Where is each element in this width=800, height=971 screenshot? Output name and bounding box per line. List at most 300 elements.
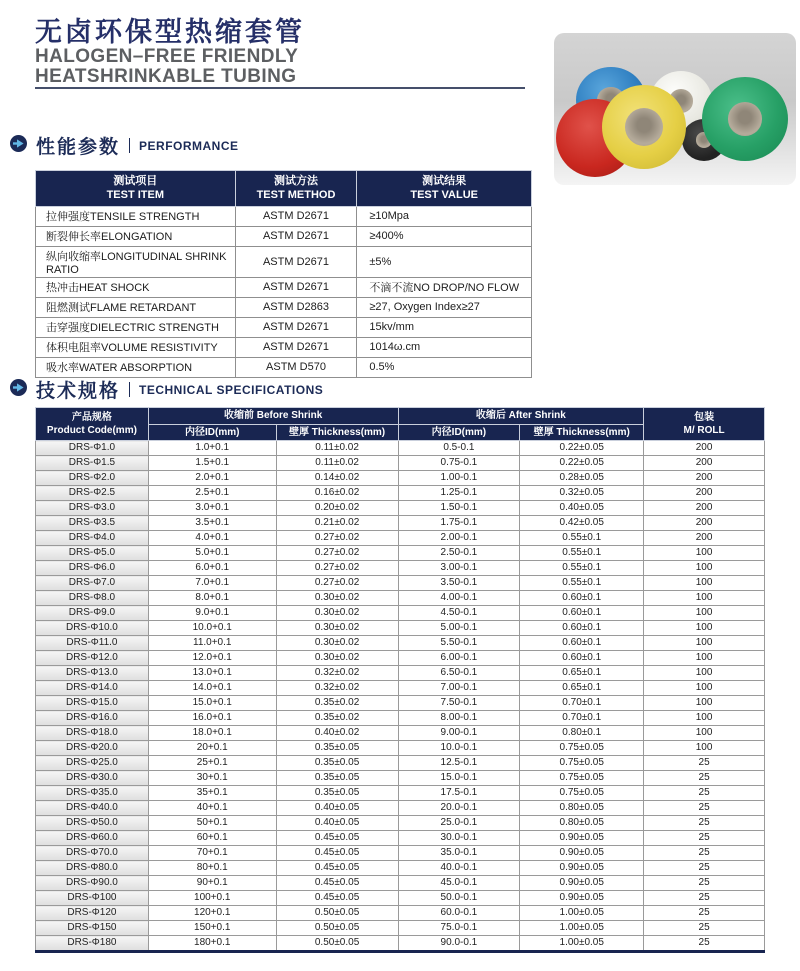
spec-product-code: DRS-Φ50.0 (36, 816, 149, 831)
spec-after-thickness: 0.60±0.1 (520, 606, 644, 621)
tubing-roll-green (702, 77, 788, 161)
spec-product-code: DRS-Φ150 (36, 921, 149, 936)
spec-before-id: 12.0+0.1 (148, 651, 276, 666)
spec-m-roll: 200 (644, 531, 765, 546)
spec-after-thickness: 0.60±0.1 (520, 621, 644, 636)
spec-table-row (36, 681, 765, 696)
spec-table-row (36, 621, 765, 636)
perf-table-row (36, 277, 532, 297)
spec-m-roll: 100 (644, 726, 765, 741)
spec-product-code: DRS-Φ90.0 (36, 876, 149, 891)
page-subtitle-line2: HEATSHRINKABLE TUBING (35, 66, 297, 87)
spec-product-code: DRS-Φ12.0 (36, 651, 149, 666)
spec-before-thickness: 0.27±0.02 (276, 561, 398, 576)
spec-before-thickness: 0.32±0.02 (276, 666, 398, 681)
spec-product-code: DRS-Φ7.0 (36, 576, 149, 591)
spec-before-id: 7.0+0.1 (148, 576, 276, 591)
spec-after-id: 1.00-0.1 (398, 471, 520, 486)
spec-table-row (36, 861, 765, 876)
spec-before-thickness: 0.40±0.05 (276, 801, 398, 816)
spec-after-thickness: 0.60±0.1 (520, 651, 644, 666)
spec-before-id: 6.0+0.1 (148, 561, 276, 576)
heading-separator (129, 382, 130, 397)
spec-m-roll: 100 (644, 621, 765, 636)
spec-after-id: 5.50-0.1 (398, 636, 520, 651)
spec-before-id: 50+0.1 (148, 816, 276, 831)
spec-table-row (36, 891, 765, 906)
spec-table-row (36, 666, 765, 681)
spec-product-code: DRS-Φ40.0 (36, 801, 149, 816)
perf-test-item: 阻燃测试FLAME RETARDANT (36, 297, 236, 317)
spec-before-thickness: 0.11±0.02 (276, 456, 398, 471)
spec-after-thickness: 0.55±0.1 (520, 531, 644, 546)
spec-before-thickness: 0.27±0.02 (276, 576, 398, 591)
spec-m-roll: 25 (644, 891, 765, 906)
spec-m-roll: 25 (644, 861, 765, 876)
spec-m-roll: 100 (644, 711, 765, 726)
spec-m-roll: 100 (644, 546, 765, 561)
spec-m-roll: 25 (644, 831, 765, 846)
spec-before-id: 90+0.1 (148, 876, 276, 891)
spec-after-thickness: 1.00±0.05 (520, 936, 644, 952)
spec-after-thickness: 0.80±0.05 (520, 816, 644, 831)
spec-after-id: 20.0-0.1 (398, 801, 520, 816)
spec-after-thickness: 0.90±0.05 (520, 846, 644, 861)
spec-product-code: DRS-Φ3.5 (36, 516, 149, 531)
spec-product-code: DRS-Φ15.0 (36, 696, 149, 711)
spec-product-code: DRS-Φ100 (36, 891, 149, 906)
spec-before-thickness: 0.40±0.05 (276, 816, 398, 831)
spec-before-id: 35+0.1 (148, 786, 276, 801)
spec-before-thickness: 0.35±0.02 (276, 711, 398, 726)
spec-after-id: 15.0-0.1 (398, 771, 520, 786)
tubing-roll-yellow (602, 85, 686, 169)
perf-test-value: ≥10Mpa (357, 206, 532, 226)
specifications-heading-cn: 技术规格 (36, 381, 121, 402)
spec-after-thickness: 0.60±0.1 (520, 591, 644, 606)
spec-table-row (36, 486, 765, 501)
spec-after-id: 1.25-0.1 (398, 486, 520, 501)
spec-header-after-shrink: 收缩后 After Shrink (398, 408, 644, 425)
spec-table-row (36, 441, 765, 456)
spec-subcolumn-header: 内径ID(mm) (398, 424, 520, 441)
spec-m-roll: 25 (644, 801, 765, 816)
spec-before-id: 14.0+0.1 (148, 681, 276, 696)
spec-before-id: 8.0+0.1 (148, 591, 276, 606)
perf-test-item: 热冲击HEAT SHOCK (36, 277, 236, 297)
spec-before-id: 40+0.1 (148, 801, 276, 816)
perf-test-value: ≥400% (357, 226, 532, 246)
spec-m-roll: 100 (644, 576, 765, 591)
spec-product-code: DRS-Φ25.0 (36, 756, 149, 771)
spec-before-thickness: 0.35±0.05 (276, 771, 398, 786)
spec-table-row (36, 711, 765, 726)
spec-before-id: 180+0.1 (148, 936, 276, 952)
spec-after-thickness: 1.00±0.05 (520, 921, 644, 936)
spec-after-thickness: 0.75±0.05 (520, 786, 644, 801)
spec-subcolumn-header: 壁厚 Thickness(mm) (276, 424, 398, 441)
spec-before-id: 13.0+0.1 (148, 666, 276, 681)
spec-table-row (36, 801, 765, 816)
spec-after-id: 9.00-0.1 (398, 726, 520, 741)
spec-m-roll: 25 (644, 921, 765, 936)
spec-after-id: 1.75-0.1 (398, 516, 520, 531)
perf-test-item: 断裂伸长率ELONGATION (36, 226, 236, 246)
spec-before-thickness: 0.30±0.02 (276, 651, 398, 666)
spec-m-roll: 200 (644, 516, 765, 531)
spec-product-code: DRS-Φ70.0 (36, 846, 149, 861)
spec-before-thickness: 0.35±0.02 (276, 696, 398, 711)
spec-before-thickness: 0.32±0.02 (276, 681, 398, 696)
spec-after-id: 6.50-0.1 (398, 666, 520, 681)
spec-before-id: 4.0+0.1 (148, 531, 276, 546)
spec-after-id: 4.50-0.1 (398, 606, 520, 621)
specifications-section-header (10, 376, 323, 403)
spec-before-thickness: 0.45±0.05 (276, 831, 398, 846)
spec-table-row (36, 876, 765, 891)
spec-before-id: 80+0.1 (148, 861, 276, 876)
spec-after-id: 7.50-0.1 (398, 696, 520, 711)
spec-after-thickness: 0.75±0.05 (520, 741, 644, 756)
spec-before-id: 100+0.1 (148, 891, 276, 906)
perf-table-row (36, 226, 532, 246)
spec-product-code: DRS-Φ120 (36, 906, 149, 921)
perf-test-item: 体积电阻率VOLUME RESISTIVITY (36, 337, 236, 357)
spec-before-id: 11.0+0.1 (148, 636, 276, 651)
spec-before-thickness: 0.35±0.05 (276, 786, 398, 801)
spec-product-code: DRS-Φ35.0 (36, 786, 149, 801)
perf-test-method: ASTM D2671 (235, 206, 357, 226)
spec-before-thickness: 0.14±0.02 (276, 471, 398, 486)
spec-m-roll: 200 (644, 441, 765, 456)
spec-table-row (36, 471, 765, 486)
spec-table-row (36, 456, 765, 471)
spec-after-id: 3.50-0.1 (398, 576, 520, 591)
spec-m-roll: 200 (644, 501, 765, 516)
spec-after-thickness: 0.32±0.05 (520, 486, 644, 501)
spec-before-id: 5.0+0.1 (148, 546, 276, 561)
spec-table-row (36, 636, 765, 651)
spec-before-thickness: 0.11±0.02 (276, 441, 398, 456)
spec-before-id: 15.0+0.1 (148, 696, 276, 711)
spec-before-id: 150+0.1 (148, 921, 276, 936)
spec-after-id: 5.00-0.1 (398, 621, 520, 636)
spec-before-thickness: 0.50±0.05 (276, 921, 398, 936)
perf-table-row (36, 337, 532, 357)
spec-product-code: DRS-Φ180 (36, 936, 149, 952)
spec-table-row (36, 816, 765, 831)
spec-before-id: 3.0+0.1 (148, 501, 276, 516)
spec-after-thickness: 0.90±0.05 (520, 861, 644, 876)
page-subtitle-line1: HALOGEN–FREE FRIENDLY (35, 46, 299, 67)
spec-product-code: DRS-Φ11.0 (36, 636, 149, 651)
spec-after-id: 75.0-0.1 (398, 921, 520, 936)
spec-after-id: 90.0-0.1 (398, 936, 520, 952)
spec-before-id: 30+0.1 (148, 771, 276, 786)
heading-separator (129, 138, 130, 153)
spec-before-id: 1.5+0.1 (148, 456, 276, 471)
spec-m-roll: 100 (644, 606, 765, 621)
spec-after-id: 40.0-0.1 (398, 861, 520, 876)
perf-test-item: 拉伸强度TENSILE STRENGTH (36, 206, 236, 226)
spec-m-roll: 25 (644, 906, 765, 921)
spec-after-id: 8.00-0.1 (398, 711, 520, 726)
roll-core (625, 108, 664, 147)
spec-before-thickness: 0.30±0.02 (276, 606, 398, 621)
spec-after-id: 45.0-0.1 (398, 876, 520, 891)
spec-before-thickness: 0.45±0.05 (276, 891, 398, 906)
spec-product-code: DRS-Φ30.0 (36, 771, 149, 786)
header-divider (35, 87, 525, 89)
spec-product-code: DRS-Φ14.0 (36, 681, 149, 696)
spec-after-thickness: 0.28±0.05 (520, 471, 644, 486)
perf-test-method: ASTM D2671 (235, 317, 357, 337)
spec-product-code: DRS-Φ6.0 (36, 561, 149, 576)
page-title: 无卤环保型热缩套管 (35, 17, 305, 47)
spec-m-roll: 25 (644, 756, 765, 771)
spec-product-code: DRS-Φ10.0 (36, 621, 149, 636)
spec-before-id: 3.5+0.1 (148, 516, 276, 531)
spec-before-thickness: 0.21±0.02 (276, 516, 398, 531)
spec-table-row (36, 516, 765, 531)
spec-after-thickness: 0.90±0.05 (520, 891, 644, 906)
spec-before-thickness: 0.35±0.05 (276, 741, 398, 756)
arrow-circle-icon (10, 379, 27, 401)
spec-table-row (36, 501, 765, 516)
spec-after-thickness: 0.42±0.05 (520, 516, 644, 531)
spec-subcolumn-header: 壁厚 Thickness(mm) (520, 424, 644, 441)
spec-after-thickness: 0.22±0.05 (520, 456, 644, 471)
perf-test-item: 击穿强度DIELECTRIC STRENGTH (36, 317, 236, 337)
spec-before-id: 120+0.1 (148, 906, 276, 921)
spec-m-roll: 100 (644, 651, 765, 666)
spec-table-row (36, 921, 765, 936)
spec-m-roll: 100 (644, 696, 765, 711)
spec-after-thickness: 0.90±0.05 (520, 876, 644, 891)
spec-before-id: 60+0.1 (148, 831, 276, 846)
spec-before-thickness: 0.50±0.05 (276, 936, 398, 952)
spec-product-code: DRS-Φ3.0 (36, 501, 149, 516)
spec-table-row (36, 561, 765, 576)
spec-after-id: 4.00-0.1 (398, 591, 520, 606)
spec-after-thickness: 0.75±0.05 (520, 771, 644, 786)
perf-test-item: 纵向收缩率LONGITUDINAL SHRINK RATIO (36, 246, 236, 277)
perf-test-value: 不滴不流NO DROP/NO FLOW (357, 277, 532, 297)
spec-product-code: DRS-Φ1.0 (36, 441, 149, 456)
spec-product-code: DRS-Φ20.0 (36, 741, 149, 756)
spec-subcolumn-header: 内径ID(mm) (148, 424, 276, 441)
spec-table-row (36, 771, 765, 786)
spec-after-id: 35.0-0.1 (398, 846, 520, 861)
perf-table-row (36, 317, 532, 337)
performance-heading-cn: 性能参数 (36, 137, 121, 158)
spec-table-row (36, 831, 765, 846)
spec-product-code: DRS-Φ80.0 (36, 861, 149, 876)
specifications-heading-en: TECHNICAL SPECIFICATIONS (139, 382, 324, 397)
performance-table (35, 170, 532, 378)
spec-m-roll: 200 (644, 471, 765, 486)
spec-after-id: 2.00-0.1 (398, 531, 520, 546)
perf-test-method: ASTM D2671 (235, 277, 357, 297)
spec-before-thickness: 0.16±0.02 (276, 486, 398, 501)
spec-before-id: 18.0+0.1 (148, 726, 276, 741)
spec-before-thickness: 0.40±0.02 (276, 726, 398, 741)
spec-m-roll: 100 (644, 591, 765, 606)
spec-m-roll: 100 (644, 636, 765, 651)
spec-m-roll: 100 (644, 561, 765, 576)
spec-after-thickness: 0.55±0.1 (520, 561, 644, 576)
spec-m-roll: 25 (644, 771, 765, 786)
spec-after-thickness: 0.65±0.1 (520, 666, 644, 681)
spec-m-roll: 100 (644, 741, 765, 756)
spec-after-id: 0.5-0.1 (398, 441, 520, 456)
spec-after-thickness: 0.60±0.1 (520, 636, 644, 651)
perf-test-method: ASTM D2671 (235, 226, 357, 246)
spec-after-id: 12.5-0.1 (398, 756, 520, 771)
spec-before-id: 25+0.1 (148, 756, 276, 771)
perf-column-header: 测试结果 TEST VALUE (357, 171, 532, 207)
spec-after-id: 2.50-0.1 (398, 546, 520, 561)
spec-m-roll: 200 (644, 486, 765, 501)
spec-m-roll: 25 (644, 876, 765, 891)
perf-column-header: 测试项目 TEST ITEM (36, 171, 236, 207)
spec-m-roll: 200 (644, 456, 765, 471)
spec-product-code: DRS-Φ1.5 (36, 456, 149, 471)
spec-after-thickness: 0.70±0.1 (520, 711, 644, 726)
spec-before-id: 10.0+0.1 (148, 621, 276, 636)
spec-table-row (36, 741, 765, 756)
spec-after-thickness: 0.70±0.1 (520, 696, 644, 711)
spec-table-row (36, 546, 765, 561)
spec-before-id: 1.0+0.1 (148, 441, 276, 456)
spec-before-thickness: 0.45±0.05 (276, 861, 398, 876)
spec-before-thickness: 0.50±0.05 (276, 906, 398, 921)
spec-before-thickness: 0.30±0.02 (276, 621, 398, 636)
spec-table-row (36, 786, 765, 801)
roll-core (728, 102, 762, 136)
spec-product-code: DRS-Φ18.0 (36, 726, 149, 741)
perf-table-row (36, 357, 532, 377)
spec-before-thickness: 0.30±0.02 (276, 636, 398, 651)
spec-before-id: 2.0+0.1 (148, 471, 276, 486)
spec-m-roll: 100 (644, 666, 765, 681)
spec-header-before-shrink: 收缩前 Before Shrink (148, 408, 398, 425)
spec-after-thickness: 0.90±0.05 (520, 831, 644, 846)
perf-table-row (36, 297, 532, 317)
spec-table-row (36, 606, 765, 621)
perf-table-row (36, 246, 532, 277)
spec-before-id: 70+0.1 (148, 846, 276, 861)
spec-product-code: DRS-Φ4.0 (36, 531, 149, 546)
spec-before-id: 20+0.1 (148, 741, 276, 756)
perf-test-item: 吸水率WATER ABSORPTION (36, 357, 236, 377)
spec-after-thickness: 0.55±0.1 (520, 576, 644, 591)
spec-table-row (36, 576, 765, 591)
spec-before-id: 2.5+0.1 (148, 486, 276, 501)
perf-test-method: ASTM D2671 (235, 246, 357, 277)
spec-product-code: DRS-Φ2.0 (36, 471, 149, 486)
spec-table-row (36, 936, 765, 952)
perf-test-value: ≥27, Oxygen Index≥27 (357, 297, 532, 317)
spec-table-row (36, 756, 765, 771)
perf-test-value: 1014ω.cm (357, 337, 532, 357)
perf-column-header: 测试方法 TEST METHOD (235, 171, 357, 207)
spec-after-id: 17.5-0.1 (398, 786, 520, 801)
spec-after-id: 30.0-0.1 (398, 831, 520, 846)
spec-table-row (36, 531, 765, 546)
performance-heading-en: PERFORMANCE (139, 138, 239, 153)
spec-m-roll: 25 (644, 846, 765, 861)
spec-m-roll: 25 (644, 816, 765, 831)
spec-after-id: 6.00-0.1 (398, 651, 520, 666)
spec-after-id: 25.0-0.1 (398, 816, 520, 831)
product-photo (554, 33, 796, 185)
spec-after-id: 10.0-0.1 (398, 741, 520, 756)
spec-m-roll: 25 (644, 786, 765, 801)
spec-after-thickness: 1.00±0.05 (520, 906, 644, 921)
spec-product-code: DRS-Φ2.5 (36, 486, 149, 501)
spec-header-product-code: 产品规格 Product Code(mm) (36, 408, 149, 441)
spec-before-id: 16.0+0.1 (148, 711, 276, 726)
spec-before-thickness: 0.30±0.02 (276, 591, 398, 606)
spec-before-thickness: 0.27±0.02 (276, 531, 398, 546)
spec-after-id: 0.75-0.1 (398, 456, 520, 471)
spec-after-thickness: 0.80±0.1 (520, 726, 644, 741)
perf-test-value: 15kv/mm (357, 317, 532, 337)
spec-table-row (36, 591, 765, 606)
spec-product-code: DRS-Φ8.0 (36, 591, 149, 606)
spec-header-package: 包装 M/ ROLL (644, 408, 765, 441)
perf-test-method: ASTM D2863 (235, 297, 357, 317)
page-subtitle (35, 47, 298, 87)
spec-table-row (36, 846, 765, 861)
spec-table-row (36, 651, 765, 666)
spec-table-row (36, 726, 765, 741)
spec-before-thickness: 0.45±0.05 (276, 846, 398, 861)
spec-product-code: DRS-Φ9.0 (36, 606, 149, 621)
spec-before-thickness: 0.35±0.05 (276, 756, 398, 771)
spec-table-row (36, 906, 765, 921)
perf-test-value: ±5% (357, 246, 532, 277)
spec-after-id: 7.00-0.1 (398, 681, 520, 696)
spec-after-id: 50.0-0.1 (398, 891, 520, 906)
spec-m-roll: 100 (644, 681, 765, 696)
arrow-circle-icon (10, 135, 27, 157)
spec-product-code: DRS-Φ60.0 (36, 831, 149, 846)
spec-after-thickness: 0.22±0.05 (520, 441, 644, 456)
spec-after-thickness: 0.65±0.1 (520, 681, 644, 696)
perf-test-method: ASTM D2671 (235, 337, 357, 357)
spec-product-code: DRS-Φ5.0 (36, 546, 149, 561)
spec-before-thickness: 0.20±0.02 (276, 501, 398, 516)
spec-after-id: 1.50-0.1 (398, 501, 520, 516)
spec-product-code: DRS-Φ13.0 (36, 666, 149, 681)
spec-table-row (36, 696, 765, 711)
spec-m-roll: 25 (644, 936, 765, 952)
spec-after-id: 60.0-0.1 (398, 906, 520, 921)
perf-table-row (36, 206, 532, 226)
spec-before-id: 9.0+0.1 (148, 606, 276, 621)
performance-section-header (10, 132, 239, 159)
spec-after-id: 3.00-0.1 (398, 561, 520, 576)
perf-test-method: ASTM D570 (235, 357, 357, 377)
perf-test-value: 0.5% (357, 357, 532, 377)
spec-after-thickness: 0.75±0.05 (520, 756, 644, 771)
spec-before-thickness: 0.27±0.02 (276, 546, 398, 561)
spec-after-thickness: 0.55±0.1 (520, 546, 644, 561)
spec-after-thickness: 0.40±0.05 (520, 501, 644, 516)
spec-before-thickness: 0.45±0.05 (276, 876, 398, 891)
